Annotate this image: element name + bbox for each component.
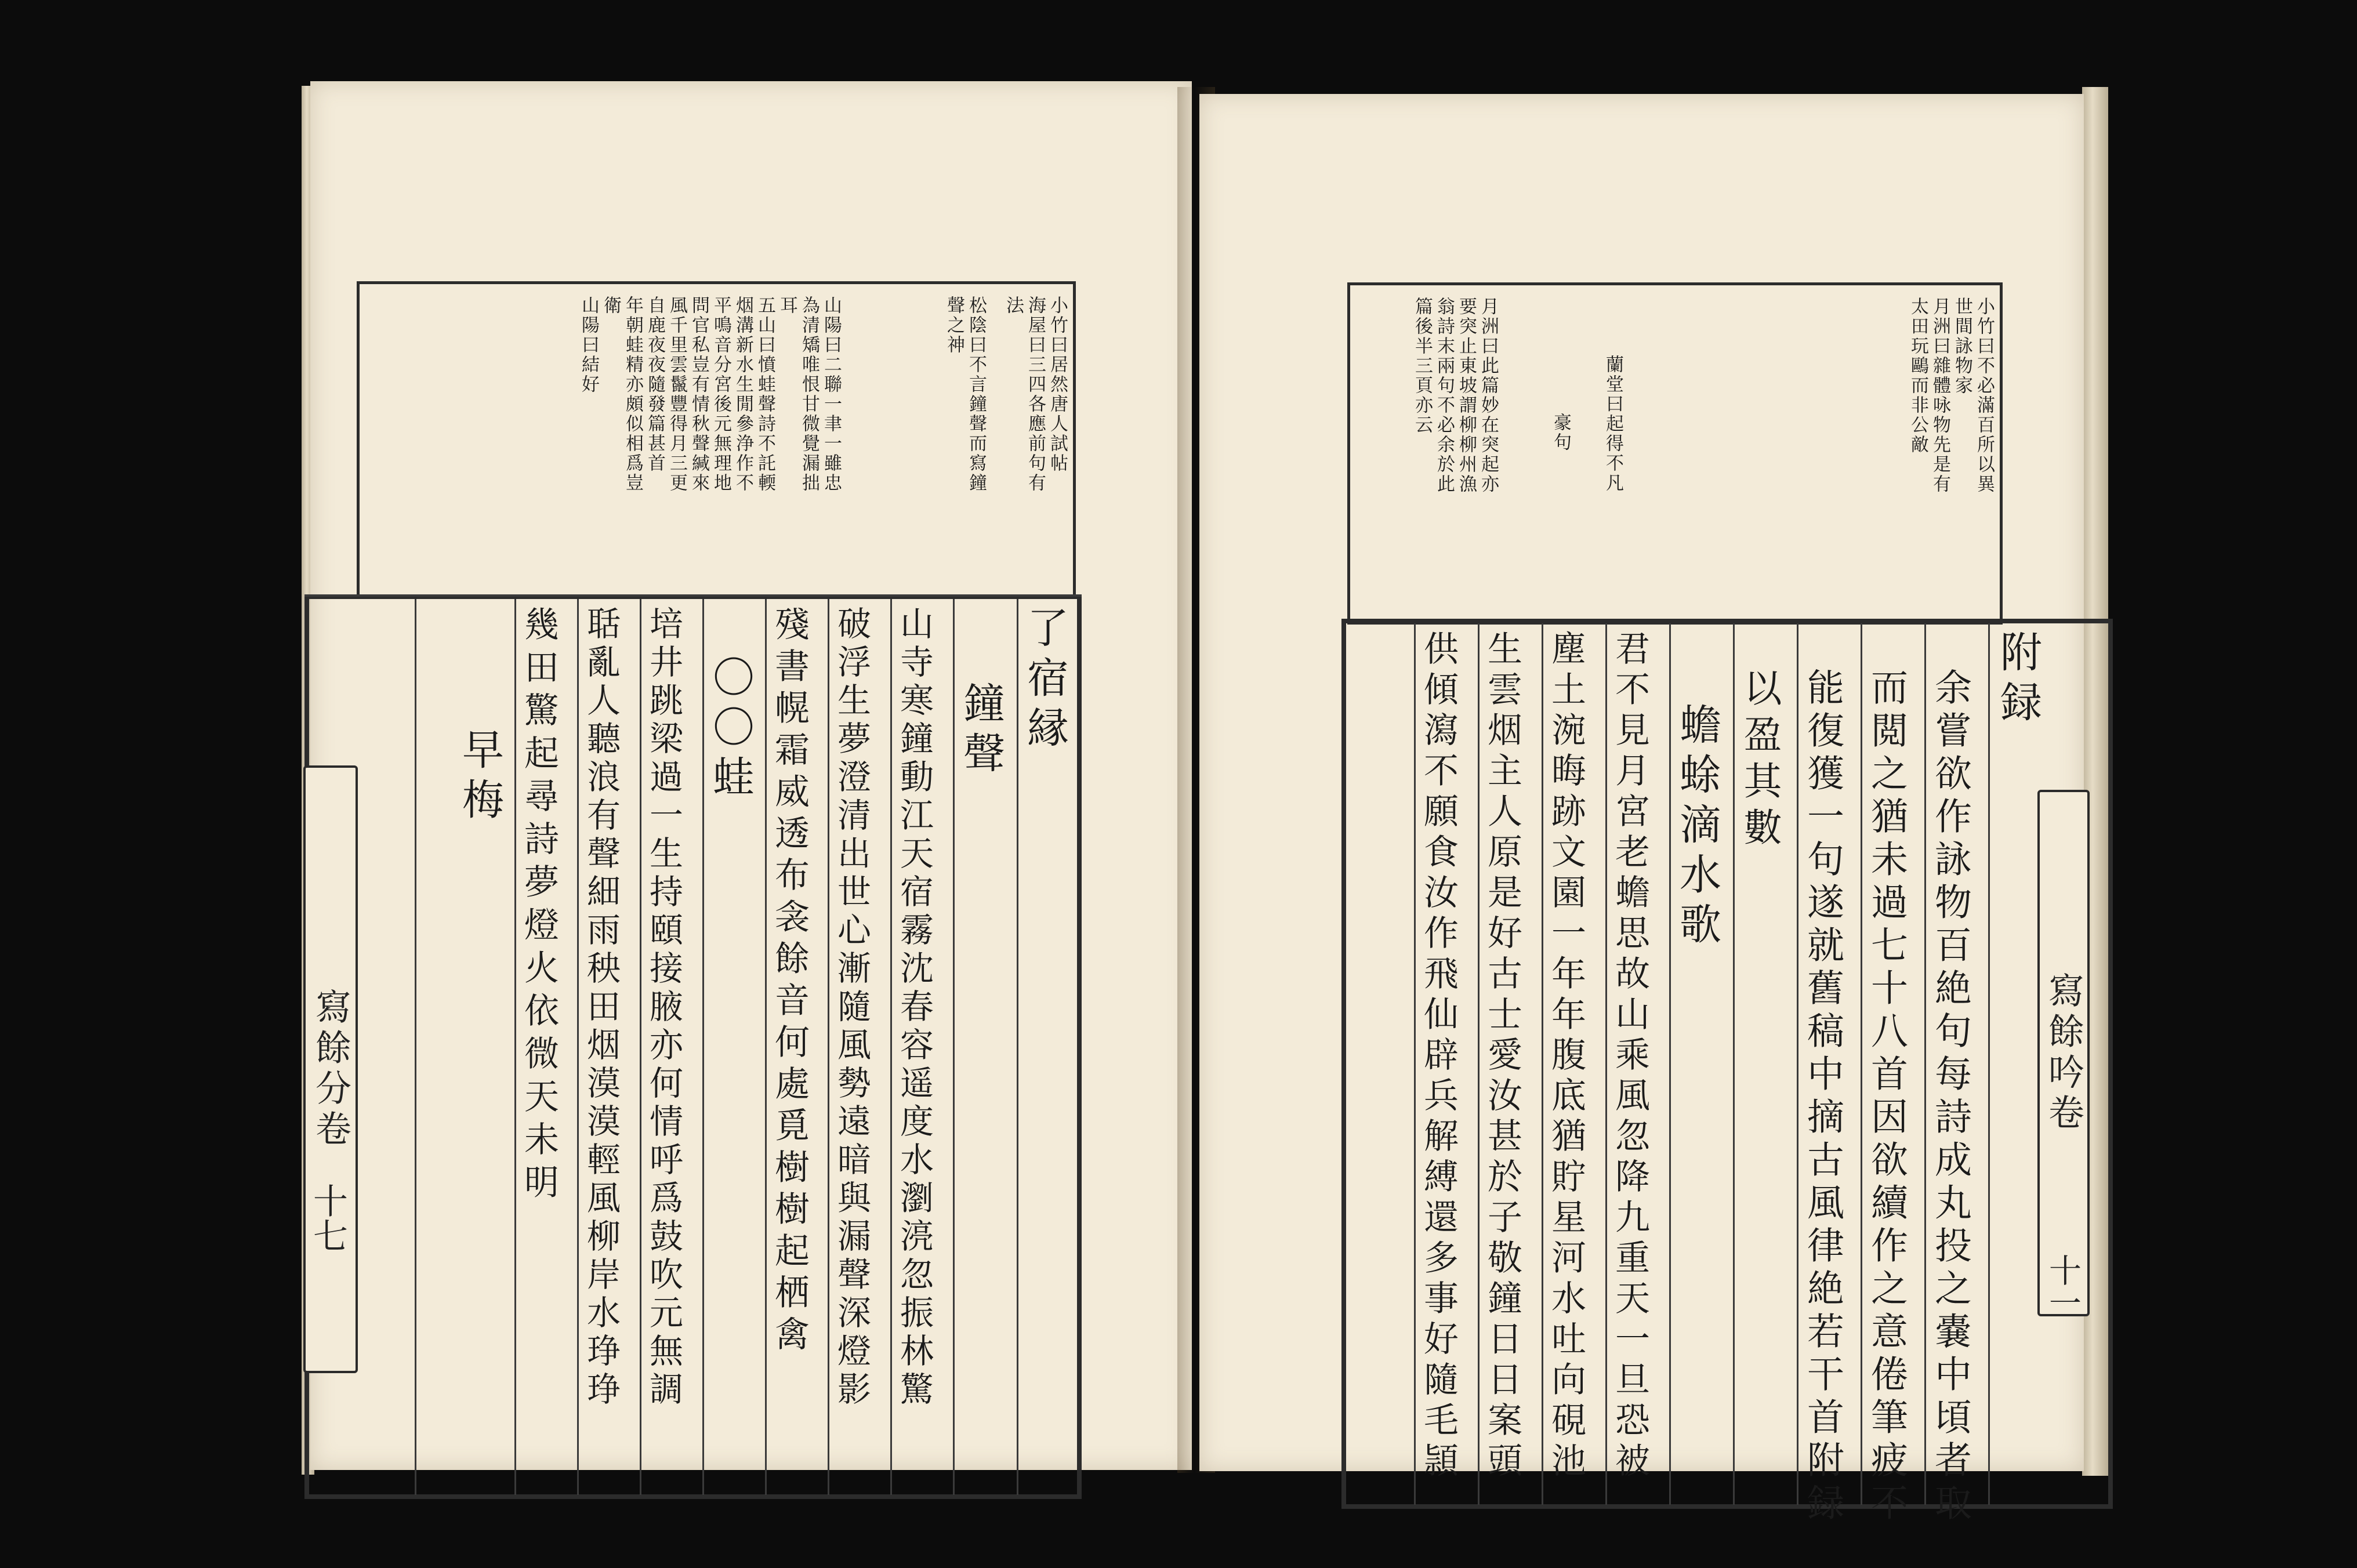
poem-column: 幾田驚起尋詩夢燈火依微天未明 — [518, 606, 559, 1207]
column-rule — [577, 599, 579, 1495]
poem-column: 而閲之猶未過七十八首因欲續作之意倦筆疲不 — [1865, 668, 1908, 1526]
commentary-line: 要突止東坡謂柳柳州漁 — [1456, 297, 1477, 494]
commentary-text — [365, 290, 1067, 591]
commentary-line: 蘭堂曰起得不凡 — [1602, 355, 1623, 493]
commentary-line: 平鳴音分宮後元無理地 — [710, 296, 731, 493]
poem-column: 聒亂人聽浪有聲細雨秧田烟漠漠輕風柳岸水琤琤 — [581, 606, 621, 1410]
poem-column: 君不見月宮老蟾思故山乘風忽降九重天一旦恐被 — [1609, 630, 1650, 1483]
fold-label-text: 寫餘分卷 — [309, 988, 352, 1150]
commentary-line: 小竹曰不必滿百所以異 — [1974, 297, 1995, 494]
fold-label — [303, 765, 358, 1373]
poem-title: 鐘聲 — [956, 681, 1005, 781]
commentary-line: 自鹿夜夜隨發篇甚首 — [644, 296, 665, 473]
commentary-line: 山陽曰二聯一聿一雖忠 — [821, 296, 842, 493]
column-rule — [514, 599, 516, 1495]
poem-column: 能復獲一句遂就舊稿中摘古風律絶若干首附録 — [1801, 668, 1844, 1526]
commentary-line: 太田玩鷗而非公敵 — [1908, 297, 1928, 455]
column-rule — [1605, 623, 1607, 1505]
column-rule — [1733, 623, 1735, 1505]
commentary-line: 月洲曰雜體咏物先是有 — [1930, 297, 1950, 494]
poem-column: 了宿縁 — [1020, 606, 1069, 756]
column-rule — [1478, 623, 1480, 1505]
column-rule — [1924, 623, 1926, 1505]
column-rule — [1861, 623, 1862, 1505]
column-rule — [1017, 599, 1018, 1495]
column-rule — [1988, 623, 1990, 1505]
column-rule — [702, 599, 704, 1495]
commentary-line: 風千里雲鬣豐得月三更 — [666, 296, 687, 493]
right-page — [1199, 94, 2085, 1526]
commentary-line: 翁詩末兩句不必余於此 — [1434, 297, 1455, 494]
commentary-line: 年朝蛙精亦頗似相爲豈 — [622, 296, 643, 493]
commentary-line: 為清矯唯恨甘微覺漏拙 — [799, 296, 819, 493]
column-rule — [765, 599, 767, 1495]
commentary-line: 月洲曰此篇妙在突起亦 — [1478, 297, 1499, 494]
commentary-line: 小竹曰居然唐人試帖 — [1047, 296, 1068, 473]
fold-label-text: 寫餘吟卷 — [2042, 972, 2085, 1134]
poem-title: 蟾蜍滴水歌 — [1673, 703, 1721, 952]
commentary-line: 問官私豈有情秋聲緘來 — [688, 296, 709, 493]
commentary-line: 松陰曰不言鐘聲而寫鐘 — [966, 296, 987, 493]
poem-column: 培井跳梁過一生持頤接腋亦何情呼爲鼓吹元無調 — [644, 606, 683, 1410]
column-rule — [890, 599, 892, 1495]
left-page — [307, 81, 1192, 1470]
fold-label — [2037, 790, 2090, 1316]
poem-column: 殘書幌霜威透布衾餘音何處覓樹樹起栖禽 — [769, 606, 810, 1358]
column-rule — [828, 599, 829, 1495]
poem-title: 〇〇蛙 — [706, 655, 755, 805]
commentary-line: 山陽曰結好 — [578, 296, 599, 394]
column-rule — [1669, 623, 1671, 1505]
poem-column: 破浮生夢澄清出世心漸隨風勢遠暗與漏聲深燈影 — [832, 606, 871, 1410]
column-rule — [415, 599, 416, 1495]
commentary-line: 法 — [1003, 296, 1024, 315]
poem-column: 余嘗欲作詠物百絶句每詩成丸投之嚢中頃者取 — [1928, 668, 1971, 1526]
poem-title: 早梅 — [455, 728, 504, 827]
poem-column: 山寺寒鐘動江天宿霧沈春容遥度水瀏湸忽振林驚 — [894, 606, 934, 1410]
poem-column: 生雲烟主人原是好古士愛汝甚於子敬鐘日日案頭 — [1482, 630, 1522, 1483]
commentary-line: 海屋曰三四各應前句有 — [1025, 296, 1046, 493]
commentary-line: 世間詠物家 — [1952, 297, 1972, 395]
commentary-text — [1356, 291, 1994, 616]
commentary-line: 聲之神 — [944, 296, 964, 355]
column-rule — [953, 599, 955, 1495]
commentary-line: 豪句 — [1550, 413, 1571, 452]
frame-top-rule — [304, 594, 1082, 597]
commentary-line: 衛 — [600, 296, 621, 315]
commentary-line: 耳 — [777, 296, 797, 315]
poem-column: 塵土涴晦跡文園一年年腹底猶貯星河水吐向硯池 — [1546, 630, 1586, 1483]
column-rule — [640, 599, 641, 1495]
poem-column: 供傾瀉不願食汝作飛仙辟兵解縛還多事好隨毛頴 — [1418, 630, 1459, 1483]
poem-column: 以盈其數 — [1737, 668, 1782, 854]
column-rule — [1797, 623, 1798, 1505]
commentary-line: 五山曰憤蛙聲詩不託輭 — [755, 296, 775, 493]
commentary-line: 篇後半三頁亦云 — [1412, 297, 1433, 435]
commentary-line: 烟溝新水生閒參浄作不 — [733, 296, 753, 493]
column-rule — [1542, 623, 1543, 1505]
section-heading: 附録 — [1993, 630, 2042, 730]
column-rule — [1414, 623, 1416, 1505]
fold-page-number: 十一 — [2044, 1254, 2082, 1319]
fold-page-number: 十七 — [307, 1183, 348, 1253]
